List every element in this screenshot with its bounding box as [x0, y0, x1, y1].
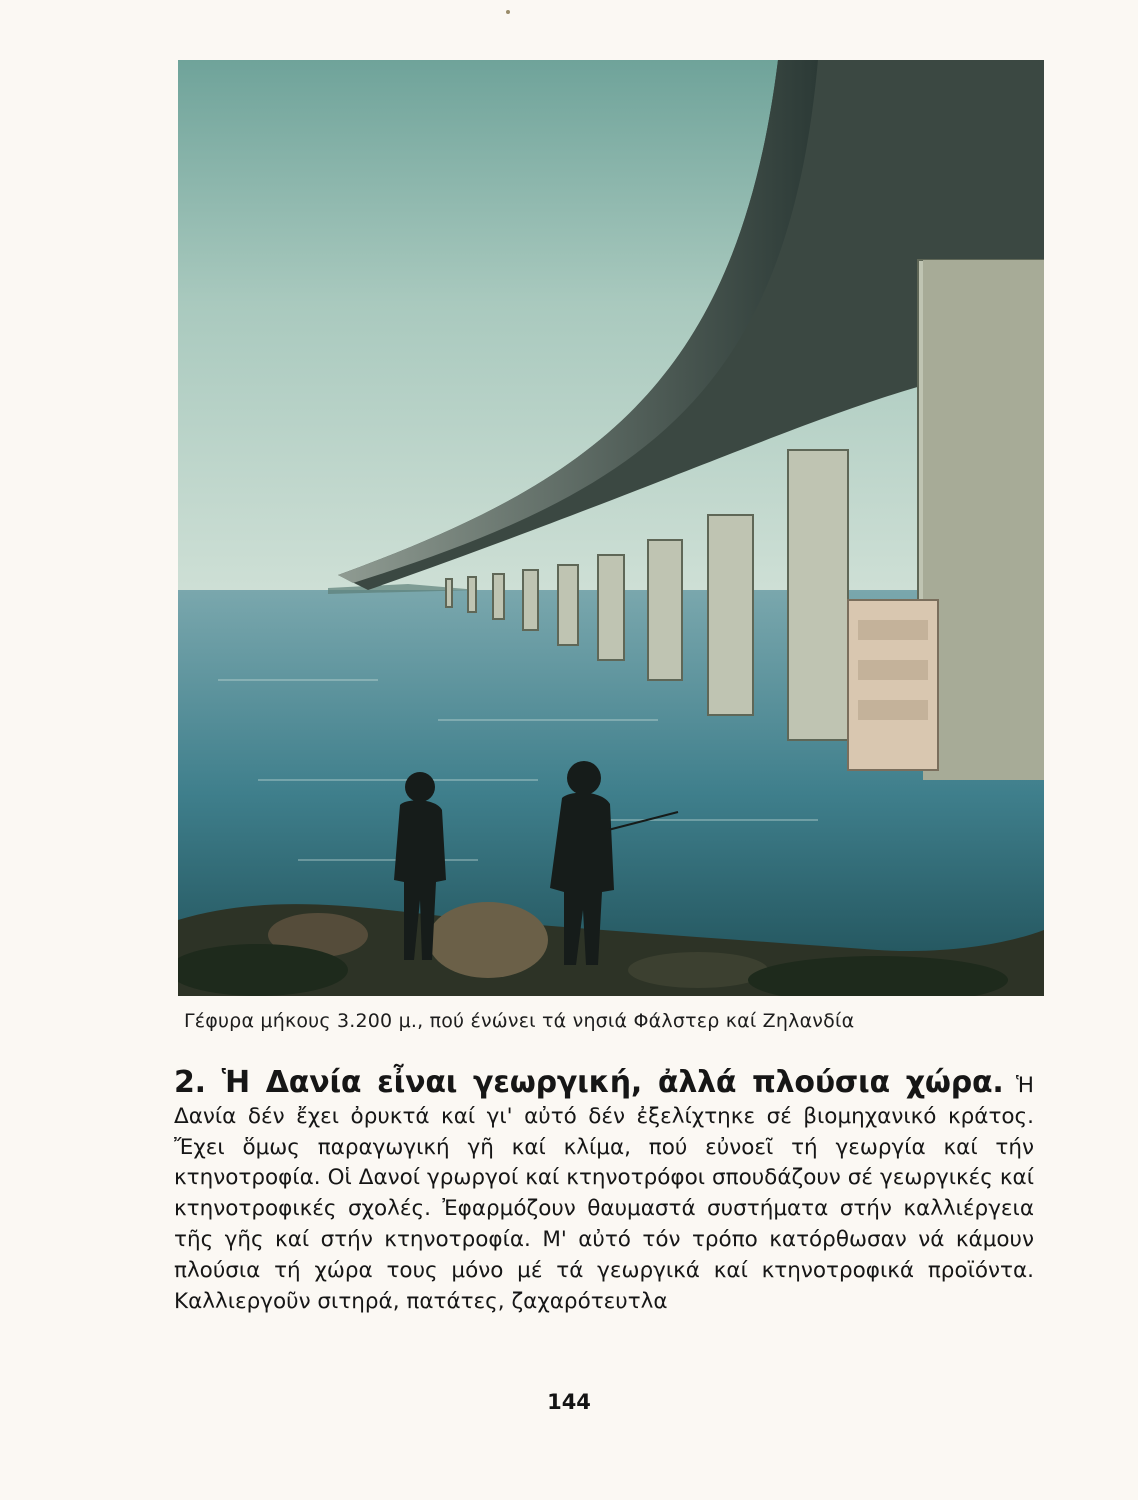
figure-caption: Γέφυρα μήκους 3.200 μ., πού ένώνει τά νησιά Φάλστερ καί Ζηλανδία — [184, 1010, 855, 1032]
section-text — [174, 1065, 1034, 1317]
page-number: 144 — [547, 1390, 591, 1414]
section-heading: 2. Ἡ Δανία εἶναι γεωργική, ἀλλά πλούσια χώρα. — [174, 1065, 1004, 1100]
section-body: Ἡ Δανία δέν ἔχει ὀρυκτά καί γι' αὐτό δέν ἐξελίχτηκε σέ βιομηχανικό κράτος. Ἔχει ὅμως παραγωγική γῆ καί κλίμα, πού εὐνοεῖ τή γεωργία καί τήν κτηνοτροφία. Οἱ Δανοί γρωργοί καί κτηνοτρόφοι σπουδάζουν σέ γεωργικές καί κτηνοτροφικές σχολές. Ἐφαρμόζουν θαυμαστά συστήματα στήν καλλιέργεια τῆς γῆς καί στήν κτηνοτροφία. Μ' αὐτό τόν τρόπο κατόρθωσαν νά κάμουν πλούσια τή χώρα τους μόνο μέ τά γεωργικά καί κτηνοτροφικά προϊόντα. Καλλιεργοῦν σιτηρά, πατάτες, ζαχαρότευτλα — [174, 1073, 1034, 1314]
print-speck — [506, 10, 510, 14]
bridge-photo — [178, 60, 1044, 996]
bridge-photo-drawing — [178, 60, 1044, 996]
